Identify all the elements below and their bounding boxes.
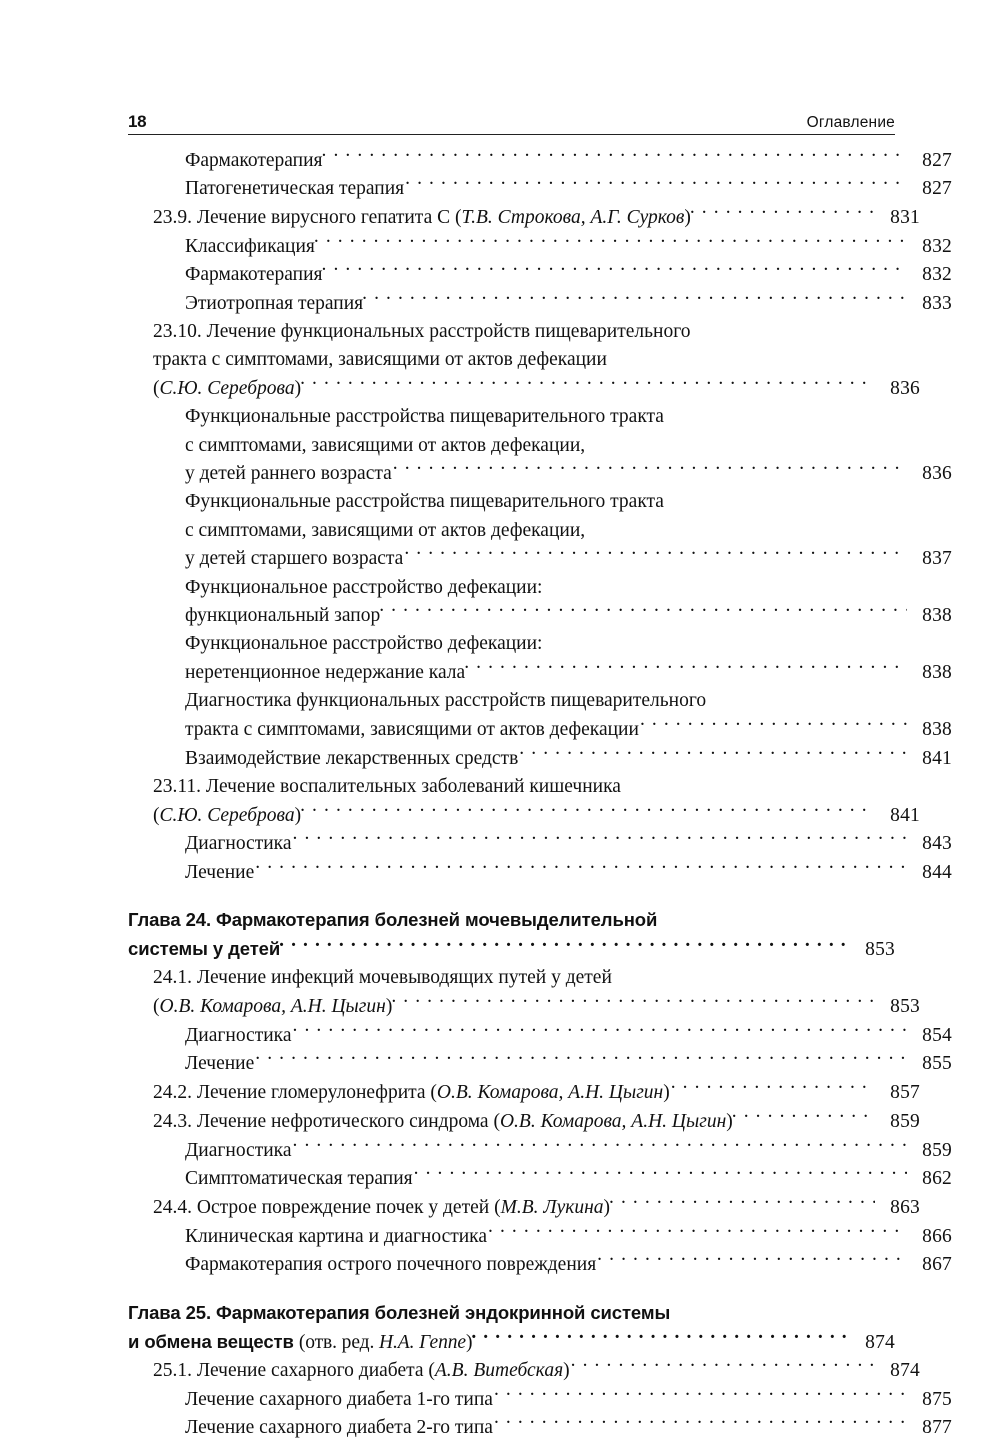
toc-entry-title: 24.1. Лечение инфекций мочевыводящих путей у детей xyxy=(153,967,612,989)
toc-entry-page: 831 xyxy=(890,206,920,228)
toc-entry[interactable] xyxy=(128,488,952,516)
toc-entry[interactable] xyxy=(128,905,895,934)
toc-entry-title: 23.9. Лечение вирусного гепатита C ( xyxy=(153,206,462,228)
toc-entry[interactable] xyxy=(128,1107,920,1136)
toc-entry-title-suffix: ) xyxy=(684,206,691,228)
toc-entry-page: 837 xyxy=(922,548,952,570)
toc-entry-title: Функциональное расстройство дефекации: xyxy=(185,576,543,598)
toc-entry-title: Лечение xyxy=(185,862,255,884)
toc-entry-label xyxy=(153,204,691,232)
toc-entry[interactable] xyxy=(128,1385,952,1414)
toc-entry-page: 853 xyxy=(890,995,920,1017)
toc-entry[interactable] xyxy=(128,1193,920,1222)
toc-entry-author: О.В. Комарова, А.Н. Цыгин xyxy=(159,995,386,1017)
toc-entry-page: 836 xyxy=(922,463,952,485)
toc-entry[interactable] xyxy=(128,830,952,859)
toc-entry-title: 23.10. Лечение функциональных расстройств пищеварительного xyxy=(153,321,691,343)
toc-entry-title: Диагностика xyxy=(185,1139,292,1161)
toc-entry[interactable] xyxy=(128,934,895,964)
dot-leader xyxy=(362,290,907,310)
toc-entry-label xyxy=(185,290,363,318)
toc-entry-page: 841 xyxy=(890,804,920,826)
toc-entry-title: Глава 25. Фармакотерапия болезней эндокринной системы xyxy=(128,1301,671,1323)
toc-entry-page: 877 xyxy=(922,1417,952,1439)
toc-entry-title-suffix: ) xyxy=(726,1110,733,1132)
toc-entry-page: 874 xyxy=(890,1360,920,1382)
toc-entry-title: неретенционное недержание кала xyxy=(185,662,466,684)
toc-entry-title: Лечение сахарного диабета 1-го типа xyxy=(185,1388,493,1410)
toc-entry-label xyxy=(128,1298,670,1327)
dot-leader xyxy=(279,937,850,956)
toc-entry-label xyxy=(153,1194,610,1222)
toc-entry-title: Диагностика xyxy=(185,833,292,855)
toc-entry[interactable] xyxy=(128,517,952,545)
toc-entry-title-suffix: ) xyxy=(663,1082,670,1104)
toc-entry-label xyxy=(153,773,621,801)
toc-entry-label xyxy=(185,1386,493,1414)
toc-entry-page: 867 xyxy=(922,1254,952,1276)
dot-leader xyxy=(300,801,875,821)
toc-entry-page: 841 xyxy=(922,747,952,769)
toc-entry[interactable] xyxy=(128,602,952,631)
toc-entry-page: 859 xyxy=(890,1110,920,1132)
toc-entry[interactable] xyxy=(128,203,920,232)
toc-entry-page: 854 xyxy=(922,1024,952,1046)
toc-entry-label xyxy=(185,147,323,175)
toc-entry-label xyxy=(185,1050,254,1078)
dot-leader xyxy=(597,1251,907,1271)
toc-entry-page: 857 xyxy=(890,1082,920,1104)
toc-entry-title-suffix: ) xyxy=(465,1331,473,1353)
toc-entry-title: и обмена веществ xyxy=(128,1330,299,1352)
toc-entry[interactable] xyxy=(128,375,920,404)
dot-leader xyxy=(571,1357,875,1377)
dot-leader xyxy=(519,744,907,764)
dot-leader xyxy=(314,232,907,252)
running-head xyxy=(128,100,895,135)
toc-entry-label xyxy=(185,403,664,431)
dot-leader xyxy=(494,1385,907,1405)
toc-entry-page: 838 xyxy=(922,605,952,627)
toc-entry[interactable] xyxy=(128,432,952,460)
toc-entry-label xyxy=(185,1137,292,1165)
dot-leader xyxy=(293,1136,907,1156)
toc-entry[interactable] xyxy=(128,1050,952,1079)
toc-entry[interactable] xyxy=(128,1021,952,1050)
toc-entry-title: ( xyxy=(153,378,160,400)
toc-entry-title: Функциональные расстройства пищеварительного тракта xyxy=(185,406,664,428)
toc-entry-title: 24.2. Лечение гломерулонефрита ( xyxy=(153,1082,437,1104)
toc-entry-editor-prefix: (отв. ред. Н.А. Геппе) xyxy=(298,1331,473,1353)
toc-entry-label xyxy=(185,859,254,887)
toc-entry-page: 832 xyxy=(922,264,952,286)
toc-entry-label xyxy=(185,460,392,488)
toc-entry-title: Лечение xyxy=(185,1053,255,1075)
toc-entry-label xyxy=(185,432,585,460)
toc-entry[interactable] xyxy=(128,1136,952,1165)
toc-entry-title: Фармакотерапия xyxy=(185,264,323,286)
toc-entry-label xyxy=(185,574,542,602)
toc-entry-author: О.В. Комарова, А.Н. Цыгин xyxy=(499,1110,727,1132)
toc-entry-label xyxy=(128,934,280,963)
toc-entry[interactable] xyxy=(128,1222,952,1251)
toc-entry-label xyxy=(153,1108,733,1136)
toc-entry[interactable] xyxy=(128,773,920,801)
toc-entry-page: 833 xyxy=(922,293,952,315)
dot-leader xyxy=(494,1414,907,1434)
toc-entry[interactable] xyxy=(128,992,920,1021)
toc-entry-title-suffix: ) xyxy=(294,804,302,826)
toc-entry[interactable] xyxy=(128,574,952,602)
toc-entry-page: 859 xyxy=(922,1139,952,1161)
toc-entry-author: О.В. Комарова, А.Н. Цыгин xyxy=(436,1082,664,1104)
toc-entry-title: Функциональное расстройство дефекации: xyxy=(185,633,543,655)
dot-leader xyxy=(471,1329,850,1348)
toc-entry-page: 827 xyxy=(922,149,952,171)
toc-entry[interactable] xyxy=(128,346,920,374)
toc-entry-label xyxy=(185,659,465,687)
toc-entry-title: Фармакотерапия острого почечного повреждения xyxy=(185,1254,597,1276)
page-number: 18 xyxy=(128,112,147,131)
dot-leader xyxy=(671,1079,875,1099)
dot-leader xyxy=(640,716,907,736)
toc-entry-title: Клиническая картина и диагностика xyxy=(185,1225,488,1247)
toc-entry-label xyxy=(185,261,323,289)
toc-entry-label xyxy=(185,1165,413,1193)
table-of-contents xyxy=(128,146,952,1443)
dot-leader xyxy=(414,1165,907,1185)
toc-entry[interactable] xyxy=(128,403,952,431)
toc-entry-label xyxy=(153,318,690,346)
toc-entry-page: 863 xyxy=(890,1196,920,1218)
toc-entry-title: Глава 24. Фармакотерапия болезней мочевыделительной xyxy=(128,909,658,931)
toc-entry-label xyxy=(153,964,612,992)
toc-entry-label xyxy=(185,545,403,573)
dot-leader xyxy=(293,830,907,850)
toc-entry-page: 866 xyxy=(922,1225,952,1247)
toc-entry-label xyxy=(153,993,392,1021)
toc-entry[interactable] xyxy=(128,146,952,175)
toc-entry-title: Лечение сахарного диабета 2-го типа xyxy=(185,1417,493,1439)
toc-entry[interactable] xyxy=(128,290,952,319)
toc-entry-label xyxy=(185,1022,292,1050)
toc-entry-title: у детей старшего возраста xyxy=(185,548,404,570)
toc-entry[interactable] xyxy=(128,175,952,204)
toc-entry-title: тракта с симптомами, зависящими от актов дефекации xyxy=(153,349,607,371)
toc-entry-label xyxy=(185,175,404,203)
toc-entry-label xyxy=(185,687,706,715)
toc-entry-author: Т.В. Строкова, А.Г. Сурков xyxy=(461,206,685,228)
dot-leader xyxy=(464,659,907,679)
toc-entry-page: 862 xyxy=(922,1168,952,1190)
toc-entry-title: Фармакотерапия xyxy=(185,149,323,171)
dot-leader xyxy=(322,146,907,166)
toc-entry-page: 832 xyxy=(922,235,952,257)
toc-entry-label xyxy=(185,1414,493,1442)
toc-entry[interactable] xyxy=(128,460,952,489)
toc-entry-title: Диагностика функциональных расстройств пищеварительного xyxy=(185,690,707,712)
toc-entry-label xyxy=(128,905,657,934)
toc-entry[interactable] xyxy=(128,1327,895,1357)
toc-entry-page: 838 xyxy=(922,719,952,741)
toc-entry-label xyxy=(153,375,301,403)
toc-entry-label xyxy=(185,1251,596,1279)
toc-entry-author: Н.А. Геппе xyxy=(379,1331,466,1353)
dot-leader xyxy=(379,602,907,622)
toc-entry-title: у детей раннего возраста xyxy=(185,463,392,485)
toc-entry-page: 838 xyxy=(922,662,952,684)
toc-entry-label xyxy=(185,233,315,261)
toc-entry-title-suffix: ) xyxy=(563,1360,570,1382)
toc-entry[interactable] xyxy=(128,318,920,346)
toc-entry[interactable] xyxy=(128,1079,920,1108)
dot-leader xyxy=(732,1107,875,1127)
toc-entry-title: с симптомами, зависящими от актов дефекации, xyxy=(185,434,586,456)
toc-entry-title: с симптомами, зависящими от актов дефекации, xyxy=(185,519,586,541)
toc-entry-title: Функциональные расстройства пищеварительного тракта xyxy=(185,491,664,513)
toc-entry-label xyxy=(128,1327,472,1357)
toc-entry[interactable] xyxy=(128,630,952,658)
toc-entry[interactable] xyxy=(128,1165,952,1194)
toc-entry-page: 855 xyxy=(922,1053,952,1075)
dot-leader xyxy=(255,859,907,879)
toc-entry-title: 24.4. Острое повреждение почек у детей ( xyxy=(153,1196,501,1218)
toc-entry[interactable] xyxy=(128,1357,920,1386)
toc-entry[interactable] xyxy=(128,687,952,715)
toc-entry-label xyxy=(153,802,301,830)
dot-leader xyxy=(405,175,907,195)
toc-entry-page: 843 xyxy=(922,833,952,855)
toc-entry[interactable] xyxy=(128,545,952,574)
toc-entry-label xyxy=(185,630,542,658)
toc-entry-title: 24.3. Лечение нефротического синдрома ( xyxy=(153,1110,500,1132)
toc-entry-label xyxy=(153,1079,670,1107)
toc-entry-title: тракта с симптомами, зависящими от актов дефекации xyxy=(185,719,639,741)
dot-leader xyxy=(322,261,907,281)
toc-entry-title-suffix: ) xyxy=(294,378,302,400)
toc-entry-label xyxy=(185,517,585,545)
toc-entry-title: функциональный запор xyxy=(185,605,381,627)
dot-leader xyxy=(255,1050,907,1070)
toc-entry[interactable] xyxy=(128,232,952,261)
toc-entry-title: Патогенетическая терапия xyxy=(185,178,405,200)
toc-entry-page: 874 xyxy=(865,1331,895,1353)
dot-leader xyxy=(404,545,907,565)
toc-entry-author: С.Ю. Сереброва xyxy=(159,378,295,400)
toc-entry-page: 853 xyxy=(865,939,895,961)
toc-entry-title: Симптоматическая терапия xyxy=(185,1168,413,1190)
toc-entry-title: системы у детей xyxy=(128,938,281,960)
dot-leader xyxy=(690,203,875,223)
toc-entry[interactable] xyxy=(128,1298,895,1327)
toc-entry-title: ( xyxy=(153,995,160,1017)
toc-entry[interactable] xyxy=(128,659,952,688)
dot-leader xyxy=(300,375,875,395)
toc-entry-title: 23.11. Лечение воспалительных заболеваний кишечника xyxy=(153,775,621,797)
toc-entry[interactable] xyxy=(128,1414,952,1443)
toc-entry-label xyxy=(185,716,639,744)
toc-entry-page: 844 xyxy=(922,862,952,884)
toc-entry-label xyxy=(185,830,292,858)
toc-entry[interactable] xyxy=(128,744,952,773)
toc-entry-title: 25.1. Лечение сахарного диабета ( xyxy=(153,1360,435,1382)
dot-leader xyxy=(488,1222,907,1242)
toc-entry-label xyxy=(185,745,518,773)
toc-entry[interactable] xyxy=(128,1251,952,1280)
toc-entry-label xyxy=(153,1357,570,1385)
toc-entry[interactable] xyxy=(128,261,952,290)
toc-entry-label xyxy=(185,602,380,630)
toc-entry[interactable] xyxy=(128,859,952,888)
dot-leader xyxy=(391,992,875,1012)
running-head-title: Оглавление xyxy=(806,113,895,131)
toc-entry-title: ( xyxy=(153,804,160,826)
toc-entry-label xyxy=(185,488,664,516)
toc-entry-page: 836 xyxy=(890,378,920,400)
toc-entry[interactable] xyxy=(128,716,952,745)
toc-entry-title-suffix: ) xyxy=(603,1196,611,1218)
dot-leader xyxy=(609,1193,875,1213)
toc-entry[interactable] xyxy=(128,801,920,830)
toc-entry-author: С.Ю. Сереброва xyxy=(159,804,295,826)
toc-entry-label xyxy=(153,346,607,374)
toc-entry-title: Классификация xyxy=(185,235,315,257)
toc-entry-page: 875 xyxy=(922,1388,952,1410)
dot-leader xyxy=(393,460,907,480)
toc-entry-label xyxy=(185,1223,487,1251)
toc-entry-title: Диагностика xyxy=(185,1024,292,1046)
toc-entry-author: М.В. Лукина xyxy=(500,1196,604,1218)
dot-leader xyxy=(293,1021,907,1041)
toc-entry-page: 827 xyxy=(922,178,952,200)
toc-entry-title: Этиотропная терапия xyxy=(185,293,364,315)
toc-entry-title: Взаимодействие лекарственных средств xyxy=(185,747,519,769)
toc-entry-author: А.В. Витебская xyxy=(434,1360,564,1382)
toc-entry-title-suffix: ) xyxy=(385,995,393,1017)
toc-entry[interactable] xyxy=(128,964,920,992)
